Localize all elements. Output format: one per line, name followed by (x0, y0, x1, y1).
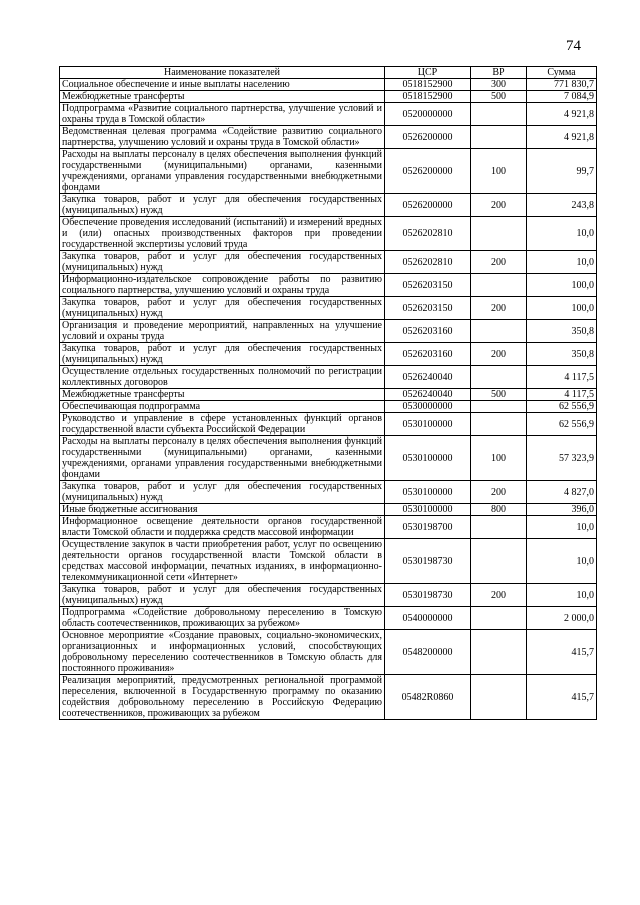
cell-vr (471, 366, 527, 389)
cell-sum: 2 000,0 (527, 607, 597, 630)
cell-name: Межбюджетные трансферты (60, 91, 385, 103)
header-sum: Сумма (527, 67, 597, 79)
cell-sum: 99,7 (527, 149, 597, 194)
cell-vr: 200 (471, 343, 527, 366)
cell-vr (471, 539, 527, 584)
cell-vr (471, 401, 527, 413)
cell-name: Закупка товаров, работ и услуг для обеспечения государственных (муниципальных) нужд (60, 481, 385, 504)
cell-csr: 0530000000 (385, 401, 471, 413)
cell-sum: 350,8 (527, 343, 597, 366)
cell-sum: 4 117,5 (527, 366, 597, 389)
cell-name: Обеспечивающая подпрограмма (60, 401, 385, 413)
cell-sum: 415,7 (527, 675, 597, 720)
cell-sum: 10,0 (527, 516, 597, 539)
table-header-row (60, 67, 597, 79)
cell-csr: 0530198700 (385, 516, 471, 539)
table-row (60, 481, 597, 504)
cell-csr: 0526200000 (385, 149, 471, 194)
cell-sum: 396,0 (527, 504, 597, 516)
cell-vr (471, 320, 527, 343)
table-row (60, 630, 597, 675)
cell-sum: 243,8 (527, 194, 597, 217)
cell-name: Иные бюджетные ассигнования (60, 504, 385, 516)
cell-sum: 100,0 (527, 297, 597, 320)
cell-vr (471, 630, 527, 675)
table-row (60, 516, 597, 539)
cell-csr: 0526200000 (385, 126, 471, 149)
cell-name: Закупка товаров, работ и услуг для обеспечения государственных (муниципальных) нужд (60, 194, 385, 217)
cell-vr (471, 217, 527, 251)
cell-sum: 62 556,9 (527, 413, 597, 436)
table-row (60, 401, 597, 413)
cell-name: Ведомственная целевая программа «Содействие развитию социального партнерства, улучшению условий и охраны труда в Томской области» (60, 126, 385, 149)
cell-sum: 7 084,9 (527, 91, 597, 103)
cell-csr: 0526203150 (385, 274, 471, 297)
cell-csr: 0540000000 (385, 607, 471, 630)
cell-vr: 100 (471, 436, 527, 481)
table-row (60, 539, 597, 584)
cell-vr: 500 (471, 389, 527, 401)
page-number: 74 (566, 38, 581, 54)
cell-name: Закупка товаров, работ и услуг для обеспечения государственных (муниципальных) нужд (60, 343, 385, 366)
cell-csr: 0530100000 (385, 481, 471, 504)
table-row (60, 607, 597, 630)
cell-vr (471, 413, 527, 436)
cell-vr: 200 (471, 194, 527, 217)
cell-name: Подпрограмма «Развитие социального партнерства, улучшение условий и охраны труда в Томской области» (60, 103, 385, 126)
cell-name: Реализация мероприятий, предусмотренных региональной программой переселения, включенной в Государственную программу по оказанию содействия добровольному переселению в Российскую Федерацию соотечественников, проживающих за рубежом (60, 675, 385, 720)
table-row (60, 274, 597, 297)
cell-sum: 10,0 (527, 251, 597, 274)
header-vr: ВР (471, 67, 527, 79)
cell-sum: 4 921,8 (527, 103, 597, 126)
budget-table (59, 66, 597, 720)
table-row (60, 126, 597, 149)
cell-vr: 800 (471, 504, 527, 516)
cell-name: Осуществление закупок в части приобретения работ, услуг по освещению деятельности органов государственной власти Томской области в средствах массовой информации, печатных изданиях, в информационно-телекоммуникационной сети «Интернет» (60, 539, 385, 584)
cell-vr: 200 (471, 481, 527, 504)
cell-name: Подпрограмма «Содействие добровольному переселению в Томскую область соотечественников, проживающих за рубежом» (60, 607, 385, 630)
header-csr: ЦСР (385, 67, 471, 79)
table-row (60, 389, 597, 401)
table-row (60, 149, 597, 194)
cell-csr: 0526202810 (385, 251, 471, 274)
cell-csr: 0526203150 (385, 297, 471, 320)
cell-csr: 0526202810 (385, 217, 471, 251)
table-row (60, 343, 597, 366)
cell-csr: 0526203160 (385, 320, 471, 343)
cell-name: Закупка товаров, работ и услуг для обеспечения государственных (муниципальных) нужд (60, 584, 385, 607)
cell-name: Расходы на выплаты персоналу в целях обеспечения выполнения функций государственными (муниципальными) органами, казенными учреждениями, органами управления государственными внебюджетными фондами (60, 149, 385, 194)
cell-name: Информационно-издательское сопровождение работы по развитию социального партнерства, улучшению условий и охраны труда (60, 274, 385, 297)
cell-csr: 0526203160 (385, 343, 471, 366)
table-row (60, 366, 597, 389)
cell-name: Руководство и управление в сфере установленных функций органов государственной власти субъекта Российской Федерации (60, 413, 385, 436)
cell-csr: 0530100000 (385, 504, 471, 516)
table-row (60, 413, 597, 436)
cell-csr: 0518152900 (385, 91, 471, 103)
table-row (60, 79, 597, 91)
cell-name: Закупка товаров, работ и услуг для обеспечения государственных (муниципальных) нужд (60, 251, 385, 274)
cell-sum: 4 921,8 (527, 126, 597, 149)
cell-csr: 0530100000 (385, 413, 471, 436)
cell-sum: 4 827,0 (527, 481, 597, 504)
header-name: Наименование показателей (60, 67, 385, 79)
cell-name: Закупка товаров, работ и услуг для обеспечения государственных (муниципальных) нужд (60, 297, 385, 320)
cell-vr: 200 (471, 251, 527, 274)
cell-csr: 0548200000 (385, 630, 471, 675)
table-row (60, 675, 597, 720)
cell-csr: 05482R0860 (385, 675, 471, 720)
cell-name: Информационное освещение деятельности органов государственной власти Томской области и поддержка средств массовой информации (60, 516, 385, 539)
cell-vr: 200 (471, 584, 527, 607)
cell-sum: 10,0 (527, 539, 597, 584)
cell-sum: 4 117,5 (527, 389, 597, 401)
cell-sum: 62 556,9 (527, 401, 597, 413)
cell-name: Социальное обеспечение и иные выплаты населению (60, 79, 385, 91)
cell-csr: 0530100000 (385, 436, 471, 481)
cell-vr: 500 (471, 91, 527, 103)
cell-sum: 57 323,9 (527, 436, 597, 481)
cell-vr: 100 (471, 149, 527, 194)
cell-sum: 10,0 (527, 217, 597, 251)
cell-sum: 100,0 (527, 274, 597, 297)
cell-csr: 0530198730 (385, 584, 471, 607)
cell-csr: 0526200000 (385, 194, 471, 217)
table-row (60, 504, 597, 516)
table-row (60, 436, 597, 481)
cell-csr: 0520000000 (385, 103, 471, 126)
cell-name: Расходы на выплаты персоналу в целях обеспечения выполнения функций государственными (муниципальными) органами, казенными учреждениями, органами управления государственными внебюджетными фондами (60, 436, 385, 481)
cell-vr (471, 126, 527, 149)
cell-vr (471, 607, 527, 630)
cell-vr (471, 675, 527, 720)
table-row (60, 297, 597, 320)
cell-name: Основное мероприятие «Создание правовых, социально-экономических, организационных и информационных условий, способствующих добровольному переселению соотечественников в Томскую область для постоянного проживания» (60, 630, 385, 675)
cell-name: Осуществление отдельных государственных полномочий по регистрации коллективных договоров (60, 366, 385, 389)
cell-sum: 10,0 (527, 584, 597, 607)
cell-vr: 200 (471, 297, 527, 320)
cell-csr: 0526240040 (385, 389, 471, 401)
cell-csr: 0526240040 (385, 366, 471, 389)
table-row (60, 91, 597, 103)
table-row (60, 320, 597, 343)
cell-csr: 0530198730 (385, 539, 471, 584)
table-row (60, 103, 597, 126)
cell-sum: 415,7 (527, 630, 597, 675)
table-row (60, 584, 597, 607)
cell-name: Организация и проведение мероприятий, направленных на улучшение условий и охраны труда (60, 320, 385, 343)
cell-vr (471, 274, 527, 297)
cell-sum: 350,8 (527, 320, 597, 343)
cell-name: Обеспечение проведения исследований (испытаний) и измерений вредных и (или) опасных производственных факторов при проведении государственной экспертизы условий труда (60, 217, 385, 251)
table-row (60, 251, 597, 274)
cell-sum: 771 830,7 (527, 79, 597, 91)
cell-vr (471, 516, 527, 539)
cell-vr: 300 (471, 79, 527, 91)
cell-vr (471, 103, 527, 126)
cell-csr: 0518152900 (385, 79, 471, 91)
table-row (60, 217, 597, 251)
table-row (60, 194, 597, 217)
cell-name: Межбюджетные трансферты (60, 389, 385, 401)
